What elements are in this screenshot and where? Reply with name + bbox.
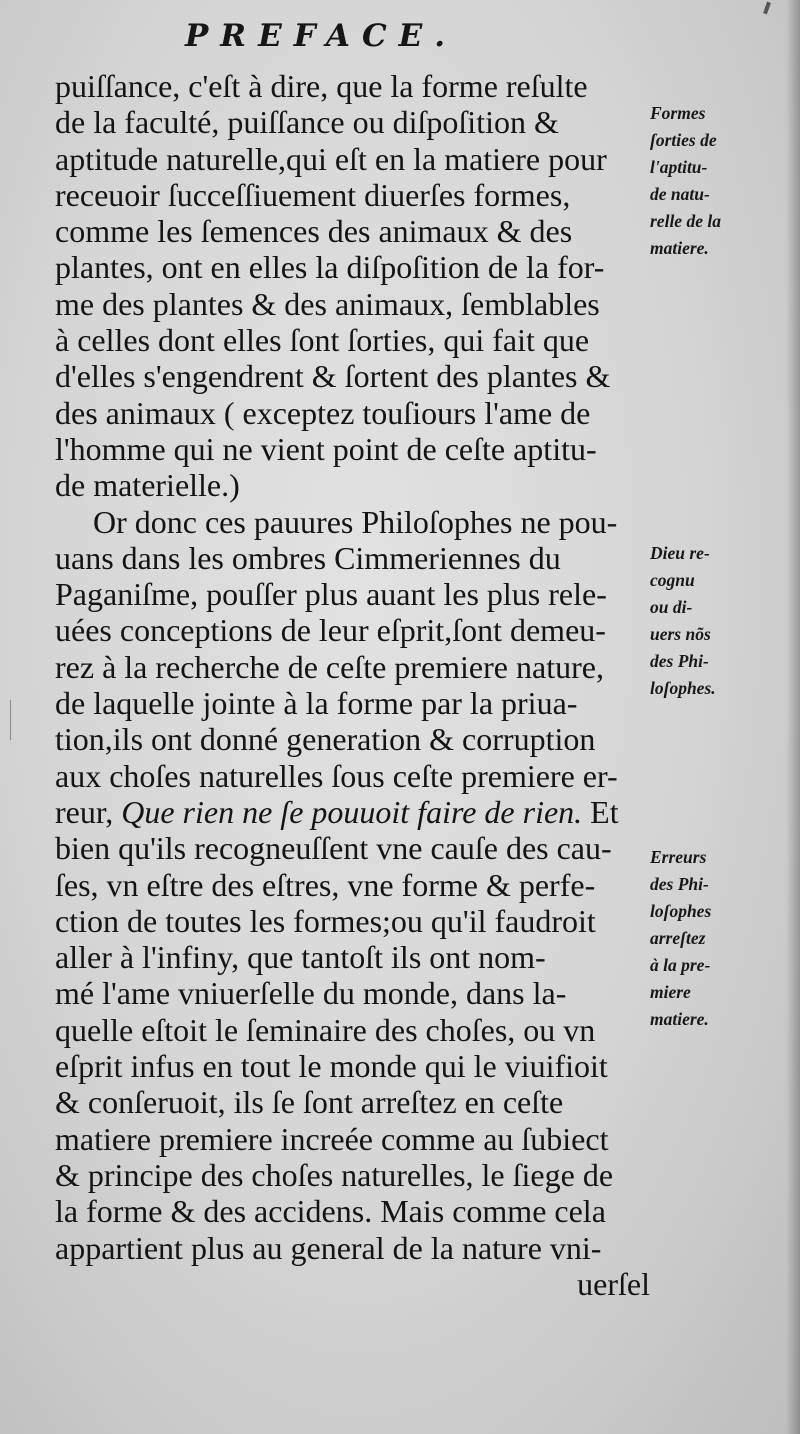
margin-note-erreurs [650,844,795,1033]
margin-note-line: miere [650,982,691,1002]
text-line: mé l'ame vniuerſelle du monde, dans la- [55,975,567,1012]
text-line: rez à la recherche de ceſte premiere nature, [55,648,604,685]
margin-note-line: des Phi- [650,874,709,894]
text-line: & conſeruoit, ils ſe ſont arreſtez en ceſte [55,1084,564,1121]
margin-note-line: des Phi- [650,651,709,671]
text-line: uans dans les ombres Cimmeriennes du [55,539,561,576]
text-line: comme les ſemences des animaux & des [55,213,573,250]
text-line: tion,ils ont donné generation & corruption [55,721,596,758]
text-line: d'elles s'engendrent & ſortent des plantes & [55,358,611,395]
text-line: de materielle.) [55,467,240,504]
main-text-block [55,68,650,1302]
text-line: ction de toutes les formes;ou qu'il faudroit [55,902,596,939]
margin-note-line: cognu [650,570,695,590]
margin-note-line: loſophes. [650,678,716,698]
italic-maxim: Que rien ne ſe pouuoit faire de rien. [121,793,583,830]
margin-note-dieu-recognu [650,540,795,702]
margin-note-line: de natu- [650,184,710,204]
margin-note-formes [650,100,795,262]
page-mark [763,2,771,15]
margin-note-line: à la pre- [650,955,711,975]
margin-note-line: ou di- [650,597,693,617]
page-crease [10,700,11,740]
text-line: bien qu'ils recogneuſſent vne cauſe des cau- [55,830,612,867]
text-line: uerſel [577,1265,650,1302]
margin-note-line: uers nõs [650,624,711,644]
text-line: Paganiſme, pouſſer plus auant les plus rele- [55,576,607,613]
text-line: la forme & des accidens. Mais comme cela [55,1193,606,1230]
margin-note-line: l'aptitu- [650,157,708,177]
text-line: l'homme qui ne vient point de ceſte aptitu- [55,430,597,467]
text-line: puiſſance, c'eſt à dire, que la forme reſulte [55,68,588,104]
margin-note-line: Erreurs [650,847,707,867]
text-line: Or donc ces pauures Philoſophes ne pou- [93,503,618,540]
margin-note-line: loſophes [650,901,712,921]
margin-note-line: arreſtez [650,928,706,948]
text-line: reur, Que rien ne ſe pouuoit faire de rien. Et [55,793,619,830]
text-line: uées conceptions de leur eſprit,ſont demeu- [55,612,606,649]
text-line: à celles dont elles ſont ſorties, qui fait que [55,322,590,359]
text-line: des animaux ( exceptez touſiours l'ame de [55,394,591,431]
text-line: appartient plus au general de la nature vni- [55,1229,602,1266]
text-line: aptitude naturelle,qui eſt en la matiere pour [55,140,607,177]
text-line: de la faculté, puiſſance ou diſpoſition & [55,104,559,141]
text-line: de laquelle jointe à la forme par la priua- [55,685,578,722]
text-line: matiere premiere increée comme au ſubiect [55,1120,609,1157]
text-line: eſprit infus en tout le monde qui le viuifioit [55,1048,608,1085]
margin-note-line: matiere. [650,238,709,258]
margin-note-line: Formes [650,103,706,123]
text-line: quelle eſtoit le ſeminaire des choſes, ou vn [55,1011,596,1048]
text-line: receuoir ſucceſſiuement diuerſes formes, [55,176,571,213]
text-line: & principe des choſes naturelles, le ſiege de [55,1156,614,1193]
running-header: PREFACE. [185,18,458,54]
text-line: ſes, vn eſtre des eſtres, vne forme & perfe- [55,866,596,903]
margin-note-line: relle de la [650,211,721,231]
text-line: me des plantes & des animaux, ſemblables [55,285,600,322]
text-line: aller à l'infiny, que tantoſt ils ont nom- [55,939,546,976]
margin-note-line: Dieu re- [650,543,710,563]
text-line: plantes, ont en elles la diſpoſition de la for- [55,249,605,286]
margin-note-line: matiere. [650,1009,709,1029]
margin-note-line: ſorties de [650,130,717,150]
text-line: aux choſes naturelles ſous ceſte premiere er- [55,757,618,794]
